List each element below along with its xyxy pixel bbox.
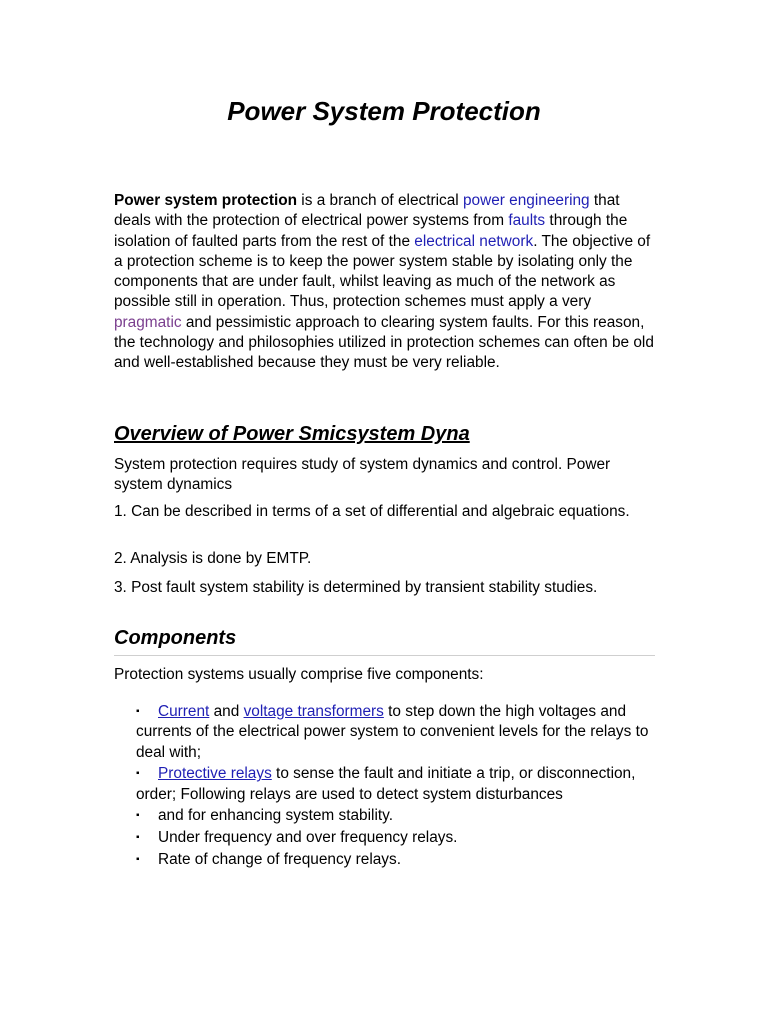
intro-text-2: that deals with the protection of electrical power systems from [114,192,620,230]
bullet-icon: ▪ [136,832,140,844]
overview-heading: Overview of Power Smicsystem Dyna [114,423,470,445]
bold-term: Power system protection [114,192,298,209]
list-text: and for enhancing system stability. [158,807,393,825]
link-current[interactable]: Current [158,703,210,720]
overview-paragraph-4: 3. Post fault system stability is determined by transient stability studies. [114,579,598,596]
bullet-icon: ▪ [136,768,140,780]
intro-text-4: . The objective of a protection scheme is to keep the power system stable by isolating only the components that are under fault, whilst leaving as much of the network as possible still in operation. Thus, protection schemes must apply a very [114,232,651,311]
bullet-icon: ▪ [136,810,140,822]
link-electrical-network[interactable]: electrical network [414,232,534,250]
intro-text-1: is a branch of electrical [297,192,463,209]
list-item [136,764,656,805]
intro-paragraph [114,191,659,374]
list-text: to sense the fault and initiate a trip, or disconnection, order; Following relays are used to detect system disturbances [136,765,636,803]
link-faults[interactable]: faults [508,212,546,230]
section-divider [114,655,655,656]
intro-text-5: and pessimistic approach to clearing system faults. For this reason, the technology and philosophies utilized in protection schemes can often be old and well-established because they must be very reliable. [114,313,654,372]
list-text: Under frequency and over frequency relays. [158,829,458,847]
components-heading: Components [114,627,237,649]
list-item [136,702,656,763]
list-text: to step down the high voltages and currents of the electrical power system to convenient levels for the relays to deal with; [136,703,649,761]
overview-paragraph-1: System protection requires study of system dynamics and control. Power system dynamics [114,456,611,494]
bullet-icon: ▪ [136,854,140,866]
link-pragmatic[interactable]: pragmatic [114,313,182,331]
list-item [136,806,656,826]
list-text: Rate of change of frequency relays. [158,851,401,869]
list-text: and [209,703,244,720]
list-item [136,828,656,848]
link-protective-relays[interactable]: Protective relays [158,765,272,783]
bullet-icon: ▪ [136,706,140,717]
components-intro: Protection systems usually comprise five components: [114,666,484,683]
page-title: Power System Protection [227,96,541,126]
overview-paragraph-3: 2. Analysis is done by EMTP. [114,550,312,567]
link-power-engineering[interactable]: power engineering [462,192,590,209]
intro-text-3: through the isolation of faulted parts from the rest of the [114,212,628,250]
link-voltage-transformers[interactable]: voltage transformers [243,703,384,720]
list-item [136,850,656,870]
components-list [136,702,656,872]
overview-paragraph-2: 1. Can be described in terms of a set of differential and algebraic equations. [114,503,630,520]
